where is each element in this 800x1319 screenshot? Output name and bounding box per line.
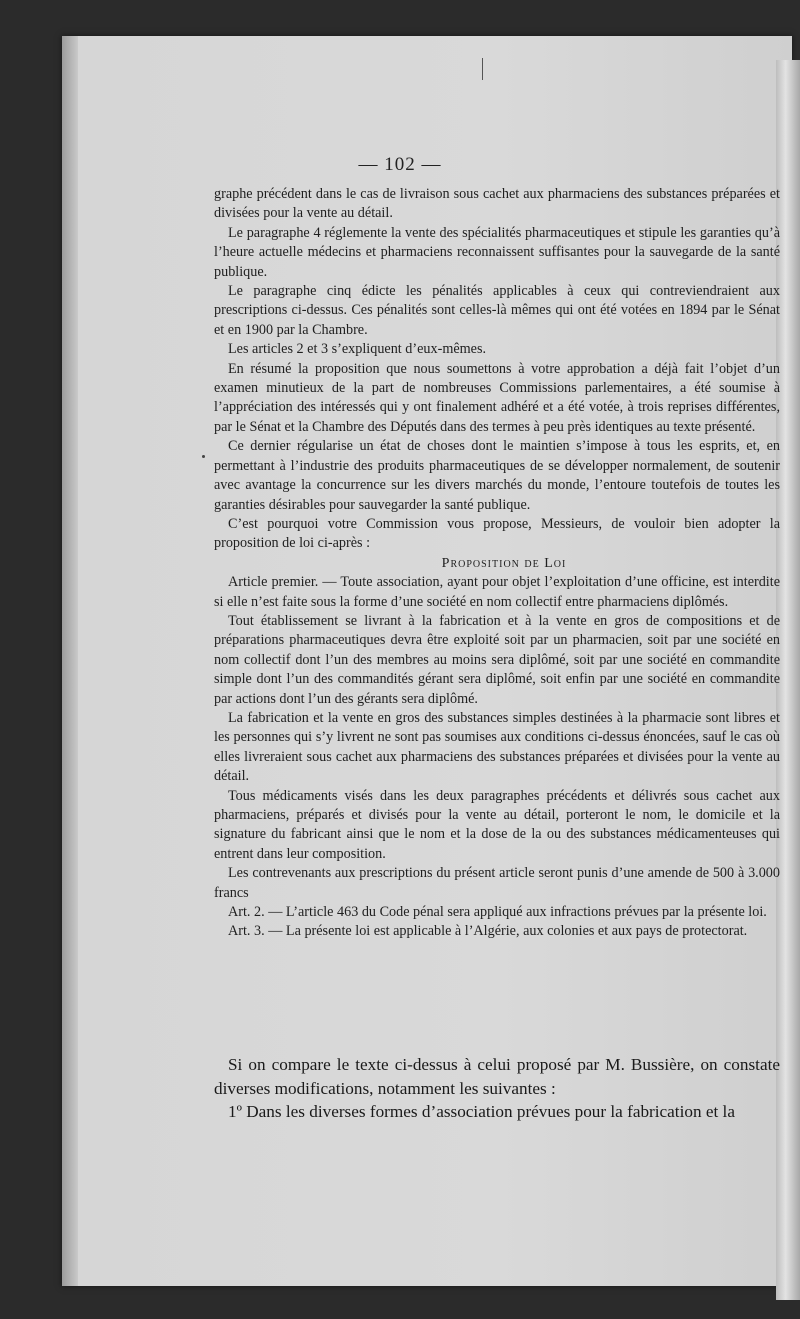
commentary-paragraph: Si on compare le texte ci-dessus à celui proposé par M. Bussière, on constate diverses modifications, notamment les suivantes :	[214, 1055, 780, 1098]
law-article: Tout établissement se livrant à la fabrication et à la vente en gros de compositions et de préparations pharmaceutiques devra être exploité soit par un pharmacien, soit par une société en nom collectif dont l’un des membres au moins sera diplômé, soit par une société en commandite simple dont l’un des commandités gérant sera diplômé, soit enfin par une société en commandite par actions dont l’un des gérants sera diplômé.	[214, 612, 780, 707]
law-article: Art. 2. — L’article 463 du Code pénal sera appliqué aux infractions prévues par la présente loi.	[228, 904, 767, 921]
paragraph: graphe précédent dans le cas de livraison sous cachet aux pharmaciens des substances préparées et divisées pour la vente au détail.	[214, 186, 780, 222]
paragraph: Les articles 2 et 3 s’expliquent d’eux-mêmes.	[228, 341, 487, 358]
commentary-paragraph: 1º Dans les diverses formes d’association prévues pour la fabrication et la	[228, 1102, 735, 1121]
body-text	[214, 185, 780, 942]
law-article: Art. 3. — La présente loi est applicable à l’Algérie, aux colonies et aux pays de protectorat.	[228, 923, 748, 940]
ink-dot	[202, 455, 205, 458]
law-article: La fabrication et la vente en gros des substances simples destinées à la pharmacie sont libres et les personnes qui s’y livrent ne sont pas soumises aux conditions ci-dessus énoncées, sauf le cas où elles livreraient sous cachet aux pharmaciens des substances préparées et divisées pour la vente au détail.	[214, 709, 780, 785]
paragraph: C’est pourquoi votre Commission vous propose, Messieurs, de vouloir bien adopter la proposition de loi ci-après :	[214, 515, 780, 552]
paragraph: Ce dernier régularise un état de choses dont le maintien s’impose à tous les esprits, et, en permettant à l’industrie des produits pharmaceutiques de se développer normalement, de soutenir avec avantage la concurrence sur les divers marchés du monde, l’entoure toutefois de toutes les garanties désirables pour sauvegarder la santé publique.	[214, 438, 780, 513]
paragraph: En résumé la proposition que nous soumettons à votre approbation a déjà fait l’objet d’un examen minutieux de la part de nombreuses Commissions parlementaires, a été soumise à l’appréciation des intéressés qui y ont finalement adhéré et a été votée, à trois reprises différentes, par le Sénat et la Chambre des Députés dans des termes à peu près identiques au texte présenté.	[214, 360, 780, 435]
commentary-text	[214, 1053, 780, 1124]
page-number: — 102 —	[358, 154, 442, 175]
law-article: Tous médicaments visés dans les deux paragraphes précédents et délivrés sous cachet aux pharmaciens, préparés et divisés pour la vente au détail, porteront le nom, le domicile et la signature du fabricant ainsi que le nom et la dose de la ou des substances médicamenteuses qui entrent dans leur composition.	[214, 787, 780, 862]
paragraph: Le paragraphe cinq édicte les pénalités applicables à ceux qui contreviendraient aux prescriptions ci-dessus. Ces pénalités sont celles-là mêmes qui ont été votées en 1894 par le Sénat et en 1900 par la Chambre.	[214, 283, 780, 338]
section-title: Proposition de Loi	[441, 555, 567, 571]
page-mark	[482, 58, 483, 80]
law-article: Article premier. — Toute association, ayant pour objet l’exploitation d’une officine, est interdite si elle n’est faite sous la forme d’une société en nom collectif entre pharmaciens diplômés.	[214, 574, 780, 610]
law-article: Les contrevenants aux prescriptions du présent article seront punis d’une amende de 500 à 3.000 francs	[214, 865, 780, 901]
binding-edge	[62, 36, 78, 1286]
paragraph: Le paragraphe 4 réglemente la vente des spécialités pharmaceutiques et stipule les garanties qu’à l’heure actuelle médecins et pharmaciens reconnaissent suffisantes pour la sauvegarde de la santé publique.	[214, 224, 780, 280]
